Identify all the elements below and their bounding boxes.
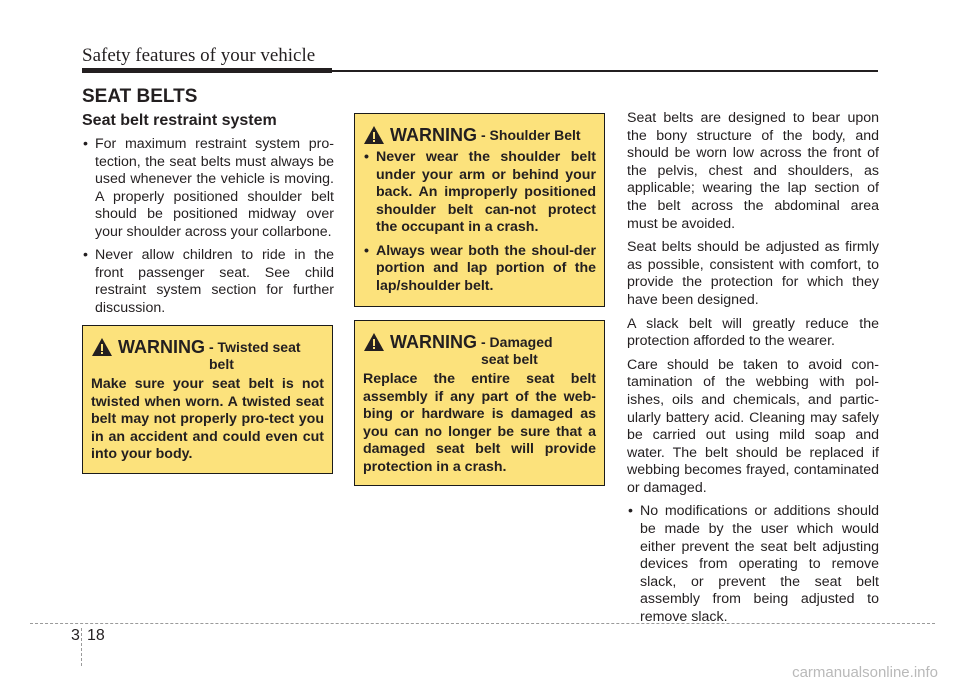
warning-triangle-icon	[363, 332, 385, 352]
header-title: Safety features of your vehicle	[82, 45, 316, 66]
warning-label: WARNING	[390, 125, 477, 145]
footer-divider	[30, 623, 935, 624]
page-number: 18	[87, 627, 105, 644]
warning-triangle-icon	[91, 337, 113, 357]
warning-list	[363, 149, 596, 295]
warning-text: Replace the entire seat belt assembly if any part of the web-bing or hardware is damaged as you can no longer be sure that a damaged seat belt will provide protection in a crash.	[363, 371, 596, 475]
left-bullet-list	[82, 136, 334, 323]
list-item: • For maximum restraint system pro-tection, the seat belts must always be used whenever the vehicle is moving. A properly positioned shoulder belt should be positioned midway over your shoulder across your collarbone.	[82, 136, 334, 241]
warning-heading	[363, 124, 596, 146]
paragraph: A slack belt will greatly reduce the protection afforded to the wearer.	[627, 315, 879, 350]
header-rule-thick	[82, 68, 332, 73]
list-item: • No modifications or additions should be made by the user which would either prevent the seat belt adjusting devices from operating to remove slack, or prevent the seat belt assembly from being adjusted to remove slack.	[627, 503, 879, 626]
right-bullet-list	[627, 503, 879, 626]
list-item: • Never wear the shoulder belt under your arm or behind your back. An improperly positioned shoulder belt can-not protect the occupant in a crash.	[363, 149, 596, 237]
paragraph: Care should be taken to avoid con-tamination of the webbing with pol-ishes, oils and chemicals, and partic-ularly battery acid. Cleaning may safely be carried out using mild soap and water. The belt should be replaced if webbing becomes frayed, contaminated or damaged.	[627, 356, 879, 496]
warning-heading	[91, 336, 324, 373]
chapter-number: 3	[71, 627, 80, 644]
warning-heading	[363, 331, 596, 368]
paragraph: Seat belts are designed to bear upon the bony structure of the body, and should be worn low across the front of the pelvis, chest and shoulders, as applicable; wearing the lap section of the belt across the abdominal area must be avoided.	[627, 110, 879, 232]
warning-subtitle: - Damaged seat belt	[481, 334, 553, 367]
right-column	[627, 110, 879, 627]
warning-triangle-icon	[363, 125, 385, 145]
paragraph: Seat belts should be adjusted as firmly as possible, consistent with comfort, to provide the protection for which they have been designed.	[627, 239, 879, 308]
warning-label: WARNING	[390, 332, 477, 352]
list-item: • Never allow children to ride in the front passenger seat. See child restraint system section for further discussion.	[82, 247, 334, 317]
warning-subtitle: - Shoulder Belt	[481, 127, 581, 143]
watermark: carmanualsonline.info	[792, 664, 938, 681]
list-item: • Always wear both the shoul-der portion and lap portion of the lap/shoulder belt.	[363, 243, 596, 296]
page-number-divider	[81, 628, 82, 666]
warning-box-twisted-belt	[82, 325, 333, 474]
subsection-title: Seat belt restraint system	[82, 112, 277, 129]
warning-box-damaged-belt	[354, 320, 605, 486]
warning-box-shoulder-belt	[354, 113, 605, 307]
warning-text: Make sure your seat belt is not twisted when worn. A twisted seat belt may not properly pro-tect you in an accident and could even cut into your body.	[91, 376, 324, 462]
warning-subtitle: - Twisted seat belt	[209, 339, 301, 372]
header-rule-thin	[332, 70, 878, 72]
section-title: SEAT BELTS	[82, 86, 198, 107]
warning-label: WARNING	[118, 337, 205, 357]
